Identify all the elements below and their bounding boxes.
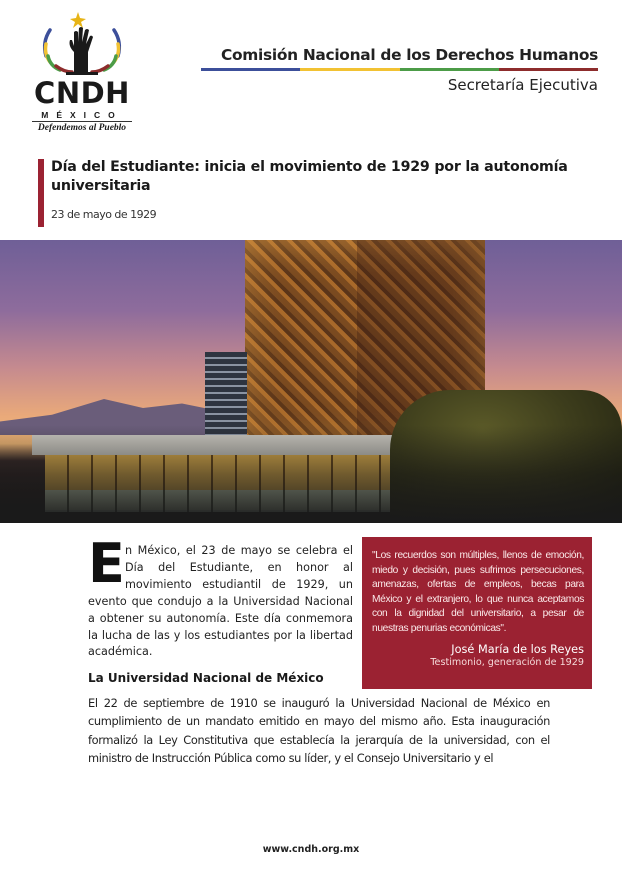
stripe-green [400,68,499,71]
cndh-logo [28,10,148,138]
title-accent-bar [38,159,44,227]
color-stripe [201,68,598,71]
department-name: Secretaría Ejecutiva [447,76,598,94]
stripe-blue [201,68,300,71]
quote-text: "Los recuerdos son múltiples, llenos de emoción, miedo y decisión, pues sufrimos persecuciones, amenazas, ofertas de empleos, becas para México y el extranjero, lo que nunca aceptamos con la dignidad del universitario, a pesar de nuestras penurias económicas". [372,550,584,634]
hero-photo [0,240,622,523]
article-date: 23 de mayo de 1929 [51,208,157,221]
logo-acronym: CNDH [34,76,130,110]
logo-divider [32,121,132,122]
intro-paragraph [88,543,353,661]
stripe-yellow [300,68,399,71]
quote-source: Testimonio, generación de 1929 [430,656,584,668]
quote-box [362,537,592,689]
stripe-red [499,68,598,71]
laurel-hand-emblem-icon [28,10,136,80]
quote-author: José María de los Reyes [451,642,584,656]
drop-cap: E [88,532,125,595]
footer-url[interactable]: www.cndh.org.mx [262,844,360,855]
logo-motto: Defendemos al Pueblo [37,123,127,133]
intro-text: n México, el 23 de mayo se celebra el Día del Estudiante, en honor al movimiento estudiantil de 1929, un evento que condujo a la Universidad Nacional a obtener su autonomía. Este día conmemora la lucha de las y los estudiantes por la libertad académica. [88,544,353,659]
logo-country: MÉXICO [41,110,123,120]
article-title: Día del Estudiante: inicia el movimiento de 1929 por la autonomía universitaria [51,159,568,194]
drop-cap-spacer [88,543,125,591]
section-body: El 22 de septiembre de 1910 se inauguró la Universidad Nacional de México en cumplimiento de un mandato emitido en mayo del mismo año. Esta inauguración formalizó la Ley Constitutiva que establecía la jerarquía de la universidad, con el ministro de Instrucción Pública como su líder, y el Consejo Universitario y el [88,696,550,765]
organization-name: Comisión Nacional de los Derechos Humanos [221,46,598,64]
section-heading: La Universidad Nacional de México [88,671,324,685]
photo-ground [0,425,622,523]
